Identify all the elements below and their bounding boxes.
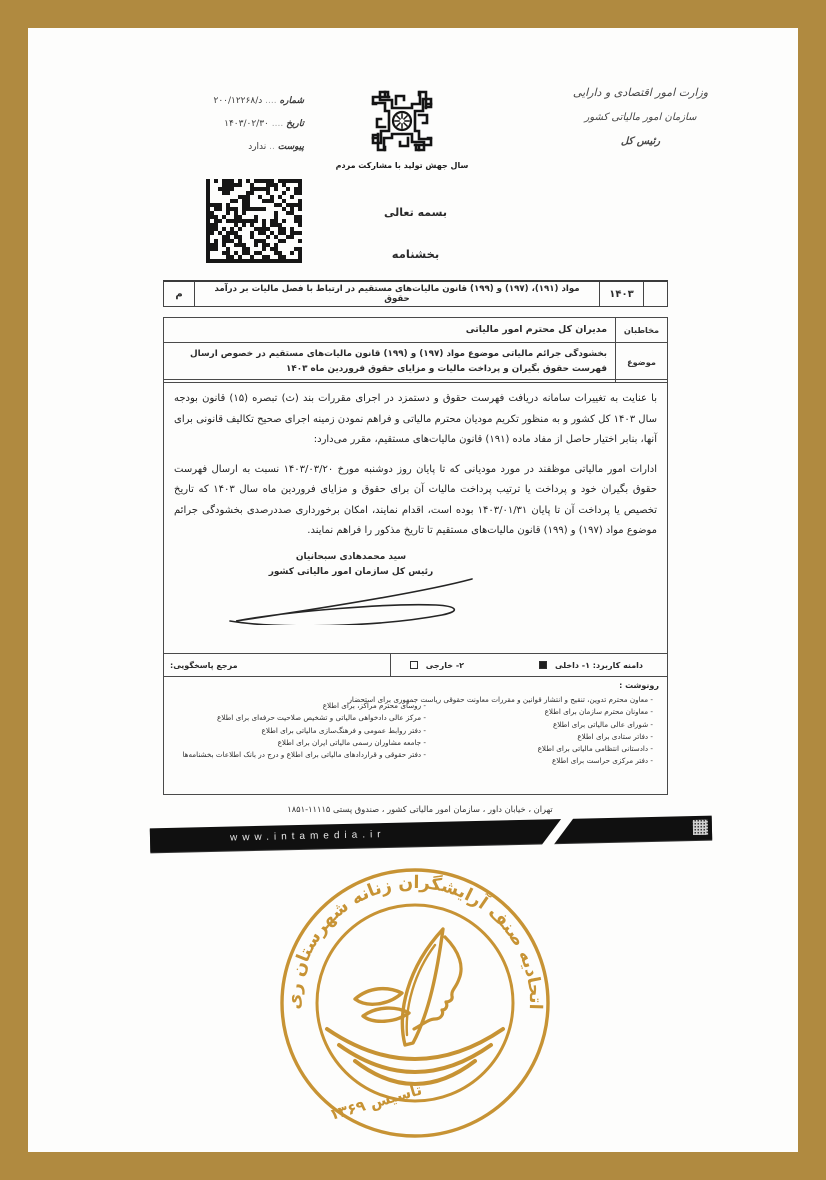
dotted-leader: .... [262, 96, 277, 106]
doc-number-value: د/۲۰۰/۱۲۲۶۸ [213, 96, 263, 106]
cc-section [163, 677, 668, 795]
bar-mini-qr-icon [693, 820, 708, 835]
recipients-row [164, 318, 667, 342]
cc-item: - شورای عالی مالیاتی برای اطلاع [313, 719, 653, 731]
scope-strip [163, 653, 668, 677]
document-meta [128, 90, 304, 159]
circular-body [163, 379, 668, 653]
classification-code: م [175, 288, 183, 300]
scope-external [405, 661, 464, 670]
doc-number-row [128, 90, 304, 113]
office-name: رئیس کل [620, 136, 661, 147]
website-url: www.intamedia.ir [229, 829, 386, 844]
scope-external-label: ۲- خارجی [425, 660, 465, 670]
cc-item: - دفتر مرکزی حراست برای اطلاع [313, 755, 653, 767]
signer-name: سید محمدهادی سبحانیان [295, 552, 407, 562]
cc-item: - دفتر روابط عمومی و فرهنگ‌سازی مالیاتی برای اطلاع [178, 725, 426, 737]
ministry-name: وزارت امور اقتصادی و دارایی [572, 86, 709, 99]
recipients-value: مدیران کل محترم امور مالیاتی [465, 324, 607, 335]
document-type-title: بخشنامه [391, 247, 440, 261]
cc-item: - دفاتر ستادی برای اطلاع [313, 731, 653, 743]
subject-row [164, 342, 667, 382]
year-slogan: سال جهش تولید با مشارکت مردم [335, 161, 469, 170]
stamp-established-text: تاسیس ۱۳۶۹ [327, 1080, 424, 1124]
doc-date-value: ۱۴۰۳/۰۲/۳۰ [224, 119, 269, 129]
cc-item: - معاون محترم تدوین، تنقیح و انتشار قوانین و مقررات معاونت حقوقی ریاست جمهوری برای استحضار [313, 694, 653, 706]
scope-internal [534, 661, 643, 670]
external-checkbox-unchecked [410, 661, 418, 669]
doc-number-label: شماره [279, 96, 304, 106]
stamp-ring-text: اتحادیه صنف آرایشگران زنانه شهرستان ری [284, 872, 546, 1011]
cc-item: - مرکز عالی دادخواهی مالیاتی و تشخیص صلاحیت حرفه‌ای برای اطلاع [178, 712, 426, 724]
body-paragraph-1: با عنایت به تغییرات سامانه دریافت فهرست حقوق و دستمزد در اجرای مقررات بند (ث) تبصره (۱۵) قانون بودجه سال ۱۴۰۳ کل کشور و به منظور تکریم مودیان محترم مالیاتی و فراهم نمودن زمینه اجرای صحیح تکالیف قانونی برای آنها، بنابر اختیار حاصل از مفاد ماده (۱۹۱) قانون مالیات‌های مستقیم، مقرر می‌دارد: [174, 393, 657, 445]
scope-cell [391, 654, 667, 676]
bismillah-text: بسمه تعالی [384, 206, 447, 219]
internal-checkbox-checked [539, 661, 547, 669]
bar-notch [541, 816, 576, 847]
reference-cell [164, 654, 391, 676]
union-stamp-logo [275, 863, 555, 1143]
doc-attachment-value: ندارد [248, 142, 267, 152]
letterhead-calligraphy [538, 80, 743, 154]
signer-title: رئیس کل سازمان امور مالیاتی کشور [268, 567, 434, 577]
classification-subject-line: مواد (۱۹۱)، (۱۹۷) و (۱۹۹) قانون مالیات‌های مستقیم در ارتباط با فصل مالیات بر درآمد حقوق [194, 282, 599, 306]
subject-label: موضوع [615, 343, 667, 382]
classification-year: ۱۴۰۳ [599, 282, 643, 306]
body-paragraph-2: ادارات امور مالیاتی موظفند در مورد مودیانی که تا پایان روز دوشنبه مورخ ۱۴۰۳/۰۳/۲۰ نسبت به ارسال فهرست حقوق بگیران خود و پرداخت یا ترتیب پرداخت مالیات آن برای حقوق و مزایای فروردین ماه سال ۱۴۰۳ که تاریخ تخصیص یا پرداخت آن تا پایان ۱۴۰۳/۰۱/۳۱ بوده است، اقدام نمایند، امکان برخورداری صددرصدی بخشودگی جرائم موضوع مواد (۱۹۷) و (۱۹۹) قانون مالیات‌های مستقیم تا تاریخ مذکور را فراهم نمایند. [174, 463, 657, 536]
cc-heading: رونوشت : [619, 681, 659, 690]
footer-address: تهران ، خیابان داور ، سازمان امور مالیاتی کشور ، صندوق پستی ۱۱۱۱۵-۱۸۵۱ [287, 804, 553, 814]
reference-label: مرجع پاسخگویی: [170, 660, 238, 670]
cc-item: - دادستانی انتظامی مالیاتی برای اطلاع [313, 743, 653, 755]
tax-organization-emblem-icon [366, 85, 438, 157]
scope-internal-label: ۱- داخلی [554, 660, 590, 670]
cc-item: - معاونان محترم سازمان برای اطلاع [313, 706, 653, 718]
scope-label: دامنه کاربرد: [592, 660, 643, 670]
classification-empty-cell [643, 282, 667, 306]
doc-date-label: تاریخ [286, 119, 304, 129]
cc-item: - جامعه مشاوران رسمی مالیاتی ایران برای اطلاع [178, 737, 426, 749]
organization-name: سازمان امور مالیاتی کشور [584, 112, 697, 123]
doc-date-row [128, 113, 304, 136]
dotted-leader: .... [268, 119, 284, 129]
recipients-subject-table [163, 317, 668, 383]
woman-face-and-leaves-icon [355, 929, 461, 1045]
cc-item: - دفتر حقوقی و قراردادهای مالیاتی برای اطلاع و درج در بانک اطلاعات بخشنامه‌ها [178, 749, 426, 761]
handwritten-signature [220, 573, 482, 625]
classification-strip [163, 280, 668, 307]
doc-attachment-row [128, 136, 304, 159]
recipients-label: مخاطبان [615, 318, 667, 342]
doc-attachment-label: پیوست [277, 142, 304, 152]
signature-block [216, 550, 486, 625]
cc-item: - روسای محترم مراکز، برای اطلاع [178, 700, 426, 712]
dotted-leader: .. [266, 142, 275, 152]
subject-value: بخشودگی جرائم مالیاتی موضوع مواد (۱۹۷) و (۱۹۹) قانون مالیات‌های مستقیم در خصوص ارسال فهرست حقوق بگیران و پرداخت مالیات و مزایای حقوق فروردین ماه ۱۴۰۳ [190, 349, 607, 375]
cc-left-column [178, 700, 426, 761]
